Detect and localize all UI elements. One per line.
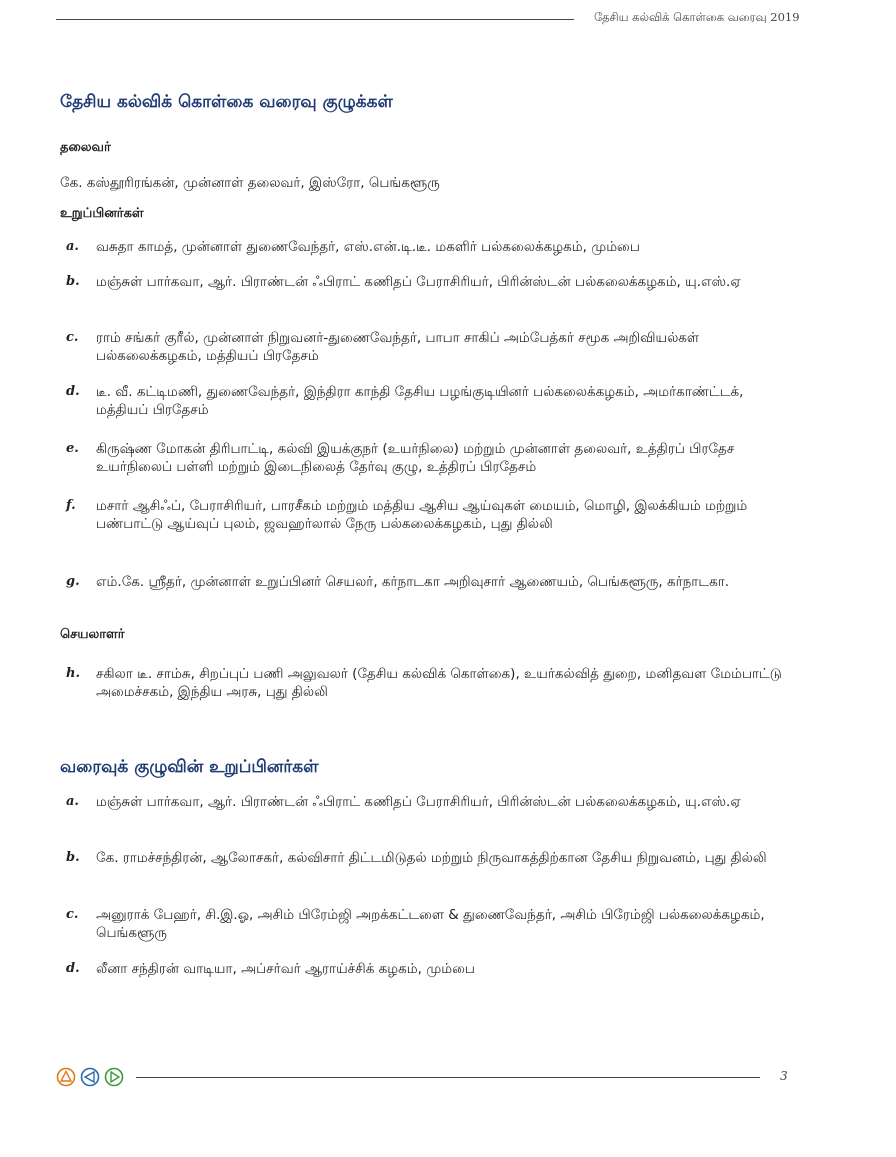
list-letter: c.	[66, 330, 79, 345]
footer-logos	[56, 1067, 124, 1087]
list-item	[60, 665, 800, 701]
list-letter: d.	[66, 384, 80, 399]
list-text: டீ. வீ. கட்டிமணி, துணைவேந்தர், இந்திரா காந்தி தேசிய பழங்குடியினர் பல்கலைக்கழகம், அமர்காண்ட்டக், மத்தியப் பிரதேசம்	[96, 384, 744, 418]
drafting-heading: வரைவுக் குழுவின் உறுப்பினர்கள்	[60, 757, 319, 777]
list-letter: a.	[66, 239, 79, 254]
chair-name: கே. கஸ்தூரிரங்கன், முன்னாள் தலைவர், இஸ்ரோ, பெங்களூரு	[60, 175, 440, 191]
list-letter: d.	[66, 961, 80, 976]
committee-heading: தேசிய கல்விக் கொள்கை வரைவு குழுக்கள்	[60, 92, 393, 112]
list-text: கிருஷ்ண மோகன் திரிபாட்டி, கல்வி இயக்குநர் (உயர்நிலை) மற்றும் முன்னாள் தலைவர், உத்திரப் பிரதேச உயர்நிலைப் பள்ளி மற்றும் இடைநிலைத் தேர்வு குழு, உத்திரப் பிரதேசம்	[96, 441, 735, 475]
list-letter: e.	[66, 441, 79, 456]
list-text: வசுதா காமத், முன்னாள் துணைவேந்தர், எஸ்.என்.டி.டீ. மகளிர் பல்கலைக்கழகம், மும்பை	[96, 239, 640, 255]
list-text: எம்.கே. ஸ்ரீதர், முன்னாள் உறுப்பினர் செயலர், கர்நாடகா அறிவுசார் ஆணையம், பெங்களூரு, கர்நாடகா.	[96, 574, 730, 590]
list-letter: b.	[66, 274, 80, 289]
list-item	[60, 849, 800, 867]
list-item	[60, 383, 800, 419]
list-letter: f.	[66, 498, 76, 513]
footer-rule	[136, 1077, 760, 1078]
green-play-logo-icon	[104, 1067, 124, 1087]
header-rule	[56, 19, 574, 20]
list-item	[60, 440, 800, 476]
list-letter: g.	[66, 574, 80, 589]
page-number: 3	[780, 1069, 788, 1083]
list-letter: b.	[66, 850, 80, 865]
list-text: மஞ்சுள் பார்கவா, ஆர். பிராண்டன் ஃபிராட் கணிதப் பேராசிரியர், பிரின்ஸ்டன் பல்கலைக்கழகம், யு.எஸ்.ஏ	[96, 794, 741, 810]
list-letter: h.	[66, 666, 80, 681]
secretary-label: செயலாளர்	[60, 627, 125, 642]
list-item	[60, 273, 800, 291]
list-text: சகிலா டீ. சாம்சு, சிறப்புப் பணி அலுவலர் (தேசிய கல்விக் கொள்கை), உயர்கல்வித் துறை, மனிதவள மேம்பாட்டு அமைச்சகம், இந்திய அரசு, புது தில்லி	[96, 666, 782, 700]
chair-label: தலைவர்	[60, 140, 111, 155]
list-text: லீனா சந்திரன் வாடியா, அப்சர்வர் ஆராய்ச்சிக் கழகம், மும்பை	[96, 961, 475, 977]
list-text: மஞ்சுள் பார்கவா, ஆர். பிராண்டன் ஃபிராட் கணிதப் பேராசிரியர், பிரின்ஸ்டன் பல்கலைக்கழகம், யு.எஸ்.ஏ	[96, 274, 741, 290]
list-letter: a.	[66, 794, 79, 809]
list-text: கே. ராமச்சந்திரன், ஆலோசகர், கல்விசார் திட்டமிடுதல் மற்றும் நிருவாகத்திற்கான தேசிய நிறுவனம், புது தில்லி	[96, 850, 767, 866]
members-label: உறுப்பினர்கள்	[60, 206, 144, 221]
blue-arrow-logo-icon	[80, 1067, 100, 1087]
list-letter: c.	[66, 907, 79, 922]
list-item	[60, 573, 800, 591]
list-item	[60, 329, 800, 365]
header-title: தேசிய கல்விக் கொள்கை வரைவு 2019	[594, 10, 800, 24]
list-item	[60, 238, 800, 256]
list-text: மசார் ஆசிஃப், பேராசிரியர், பாரசீகம் மற்றும் மத்திய ஆசிய ஆய்வுகள் மையம், மொழி, இலக்கியம் மற்றும் பண்பாட்டு ஆய்வுப் புலம், ஜவஹர்லால் நேரு பல்கலைக்கழகம், புது தில்லி	[96, 498, 748, 532]
list-item	[60, 906, 800, 942]
orange-triangle-logo-icon	[56, 1067, 76, 1087]
list-item	[60, 793, 800, 811]
list-text: அனுராக் பேஹர், சி.இ.ஓ, அசிம் பிரேம்ஜி அறக்கட்டளை & துணைவேந்தர், அசிம் பிரேம்ஜி பல்கலைக்கழகம், பெங்களூரு	[96, 907, 765, 941]
list-item	[60, 497, 800, 533]
list-text: ராம் சங்கர் குரீல், முன்னாள் நிறுவனர்-துணைவேந்தர், பாபா சாகிப் அம்பேத்கர் சமூக அறிவியல்கள் பல்கலைக்கழகம், மத்தியப் பிரதேசம்	[96, 330, 700, 364]
list-item	[60, 960, 800, 978]
